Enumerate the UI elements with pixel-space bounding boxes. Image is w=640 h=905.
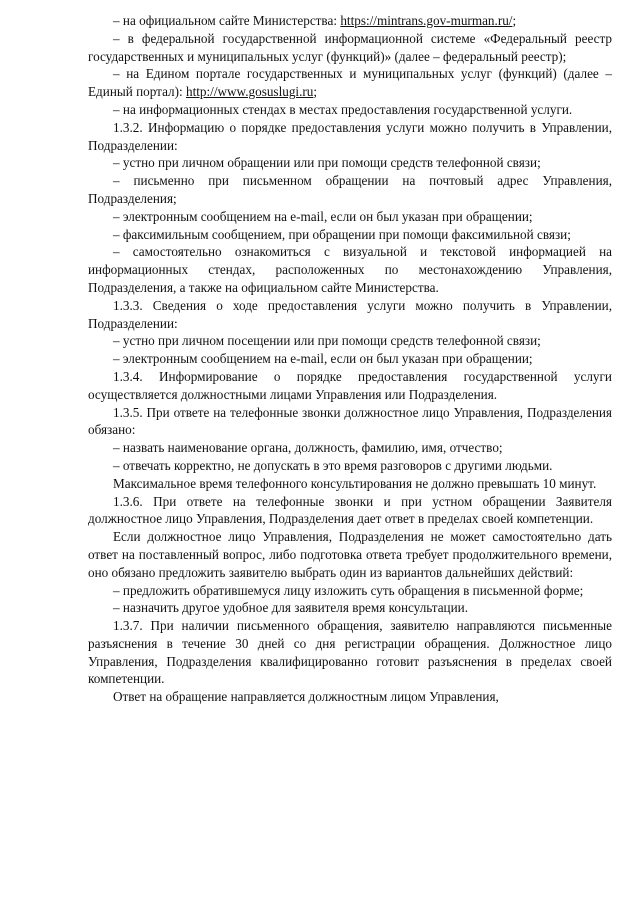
list-item: – самостоятельно ознакомиться с визуальной и текстовой информацией на информационных стендах, расположенных по местонахождению Управления, Подразделения, а также на официальном сайте Министерства. [88,244,612,295]
paragraph-max-time: Максимальное время телефонного консультирования не должно превышать 10 минут. [113,475,597,491]
section-1-3-5: 1.3.5. При ответе на телефонные звонки должностное лицо Управления, Подразделения обязано: [88,404,612,438]
list-item: – письменно при письменном обращении на почтовый адрес Управления, Подразделения; [88,173,612,206]
ministry-site-link[interactable]: https://mintrans.gov-murman.ru/ [340,13,513,28]
section-1-3-2: 1.3.2. Информацию о порядке предоставления услуги можно получить в Управлении, Подразделении: [88,119,612,153]
paragraph-unified-portal [88,65,612,101]
section-1-3-6: 1.3.6. При ответе на телефонные звонки и при устном обращении Заявителя должностное лицо Управления, Подразделения дает ответ в пределах своей компетенции. [88,493,612,527]
list-item: – электронным сообщением на e-mail, если он был указан при обращении; [113,208,533,224]
list-item: – электронным сообщением на e-mail, если он был указан при обращении; [113,351,533,367]
section-1-3-4: 1.3.4. Информирование о порядке предоставления государственной услуги осуществляется должностными лицами Управления или Подразделения. [88,368,612,402]
section-1-3-3: 1.3.3. Сведения о ходе предоставления услуги можно получить в Управлении, Подразделении: [88,297,612,331]
list-item: – назначить другое удобное для заявителя время консультации. [113,600,469,616]
list-item: – отвечать корректно, не допускать в это время разговоров с другими людьми. [113,457,553,473]
document-body [88,12,612,706]
paragraph-info-stands: – на информационных стендах в местах предоставления государственной услуги. [113,101,573,117]
gosuslugi-link[interactable]: http://www.gosuslugi.ru [186,84,314,100]
paragraph-text: ; [313,84,318,100]
paragraph-response: Ответ на обращение направляется должностным лицом Управления, [113,689,499,705]
list-item: – назвать наименование органа, должность, фамилию, имя, отчество; [113,440,503,456]
list-item: – предложить обратившемуся лицу изложить суть обращения в письменной форме; [113,582,584,598]
list-item: – устно при личном обращении или при помощи средств телефонной связи; [113,155,541,171]
list-item: – устно при личном посещении или при помощи средств телефонной связи; [113,333,541,349]
section-1-3-7: 1.3.7. При наличии письменного обращения, заявителю направляются письменные разъяснения в течение 30 дней со дня регистрации обращения. Должностное лицо Управления, Подразделения квалифицированно готовит разъяснения в пределах своей компетенции. [88,618,612,687]
paragraph-text: – на Едином портале государственных и муниципальных услуг (функций) (далее – Единый портал): [88,66,612,100]
paragraph-text: ; [512,13,517,28]
paragraph-official-site [88,12,612,30]
paragraph-options: Если должностное лицо Управления, Подразделения не может самостоятельно дать ответ на поставленный вопрос, либо подготовка ответа требует продолжительного времени, оно обязано предложить заявителю выбрать один из вариантов дальнейших действий: [88,529,612,580]
paragraph-federal-registry: – в федеральной государственной информационной системе «Федеральный реестр государственных и муниципальных услуг (функций)» (далее – федеральный реестр); [88,30,612,64]
list-item: – факсимильным сообщением, при обращении при помощи факсимильной связи; [113,226,571,242]
paragraph-text: – на официальном сайте Министерства: [113,13,341,28]
